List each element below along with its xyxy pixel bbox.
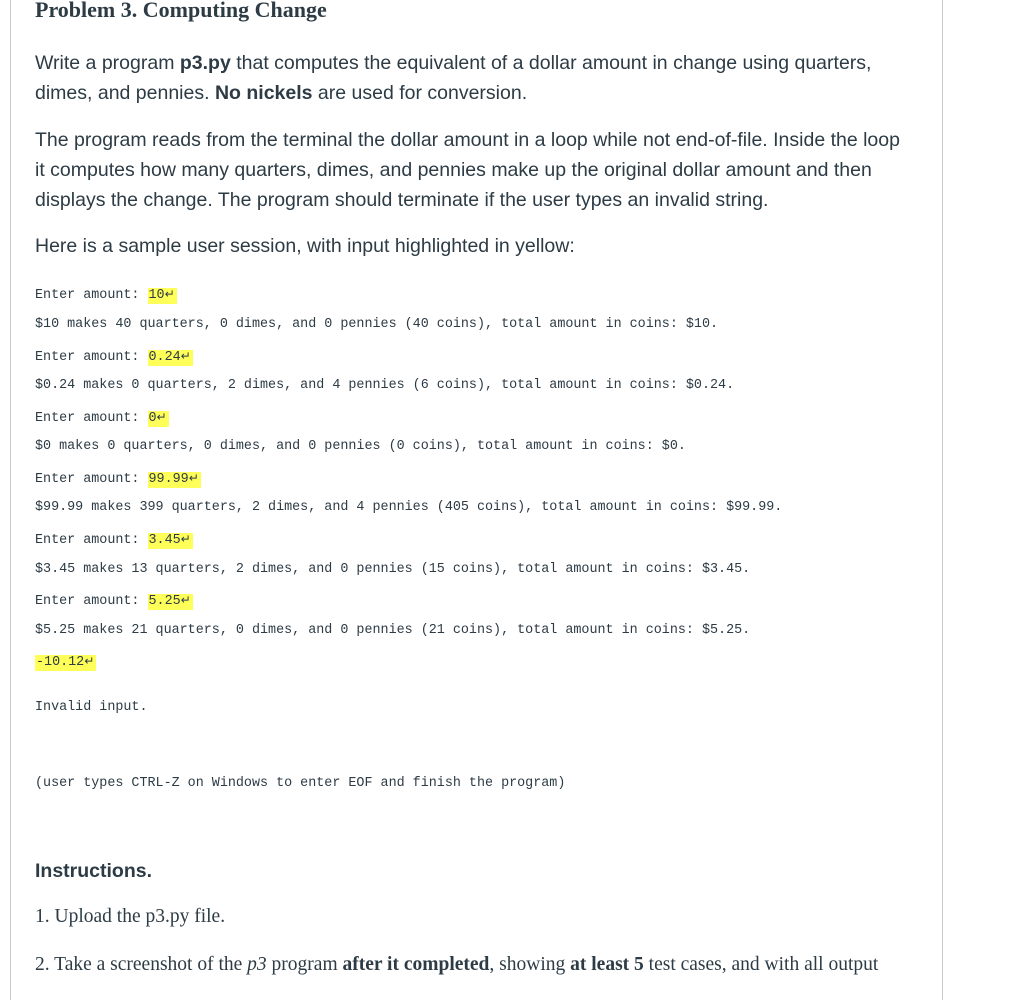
session-output-line: $99.99 makes 399 quarters, 2 dimes, and 4 pennies (405 coins), total amount in coins: $99.99. [35,500,783,515]
user-input-highlight: 0.24↵ [148,349,191,365]
user-input-highlight: 0↵ [148,410,167,426]
session-output-line: $5.25 makes 21 quarters, 0 dimes, and 0 pennies (21 coins), total amount in coins: $5.25. [35,623,751,638]
return-key-icon: ↵ [180,532,191,546]
page-title: Problem 3. Computing Change [35,0,327,22]
return-key-icon: ↵ [84,654,95,668]
program-filename: p3.py [179,52,231,74]
no-nickels-emphasis: No nickels [214,82,313,104]
session-prompt-line: Enter amount: 0.24↵ [35,349,191,365]
session-prompt-line: Enter amount: 0↵ [35,410,167,426]
session-invalid-input-line [35,652,96,672]
session-prompt-line: Enter amount: 5.25↵ [35,593,191,609]
user-input-highlight: 99.99↵ [148,471,199,487]
instruction-item-2: 2. Take a screenshot of the p3 program after it completed, showing at least 5 test cases, and with all output [35,954,879,975]
return-key-icon: ↵ [164,287,175,301]
intro-paragraph: Write a program p3.py that computes the equivalent of a dollar amount in change using quarters, dimes, and pennies. No nickels are used for conversion. [35,52,872,104]
session-output-line: $0.24 makes 0 quarters, 2 dimes, and 4 pennies (6 coins), total amount in coins: $0.24. [35,378,735,393]
return-key-icon: ↵ [180,349,191,363]
session-output-line: $3.45 makes 13 quarters, 2 dimes, and 0 pennies (15 coins), total amount in coins: $3.45. [35,562,751,577]
session-output-line: $0 makes 0 quarters, 0 dimes, and 0 pennies (0 coins), total amount in coins: $0. [35,439,686,454]
session-prompt-line: Enter amount: 10↵ [35,287,175,303]
session-prompt-line: Enter amount: 99.99↵ [35,471,199,487]
return-key-icon: ↵ [188,471,199,485]
user-input-highlight: 5.25↵ [148,593,191,609]
user-input-highlight: 3.45↵ [148,532,191,548]
description-paragraph: The program reads from the terminal the dollar amount in a loop while not end-of-file. Inside the loop it computes how many quarters, dimes, and pennies make up the original dollar amount and then displays the change. The program should terminate if the user types an invalid string. [35,129,900,211]
return-key-icon: ↵ [156,410,167,424]
user-input-highlight: -10.12↵ [36,654,95,670]
sample-intro-paragraph: Here is a sample user session, with input highlighted in yellow: [35,235,575,257]
invalid-message: Invalid input. [35,700,148,715]
return-key-icon: ↵ [180,593,191,607]
session-output-line: $10 makes 40 quarters, 0 dimes, and 0 pennies (40 coins), total amount in coins: $10. [35,317,719,332]
user-input-highlight: 10↵ [148,287,175,303]
session-prompt-line: Enter amount: 3.45↵ [35,532,191,548]
eof-note: (user types CTRL-Z on Windows to enter EOF and finish the program) [35,776,566,791]
instruction-item-1: 1. Upload the p3.py file. [35,906,226,927]
instructions-title: Instructions. [35,860,153,882]
